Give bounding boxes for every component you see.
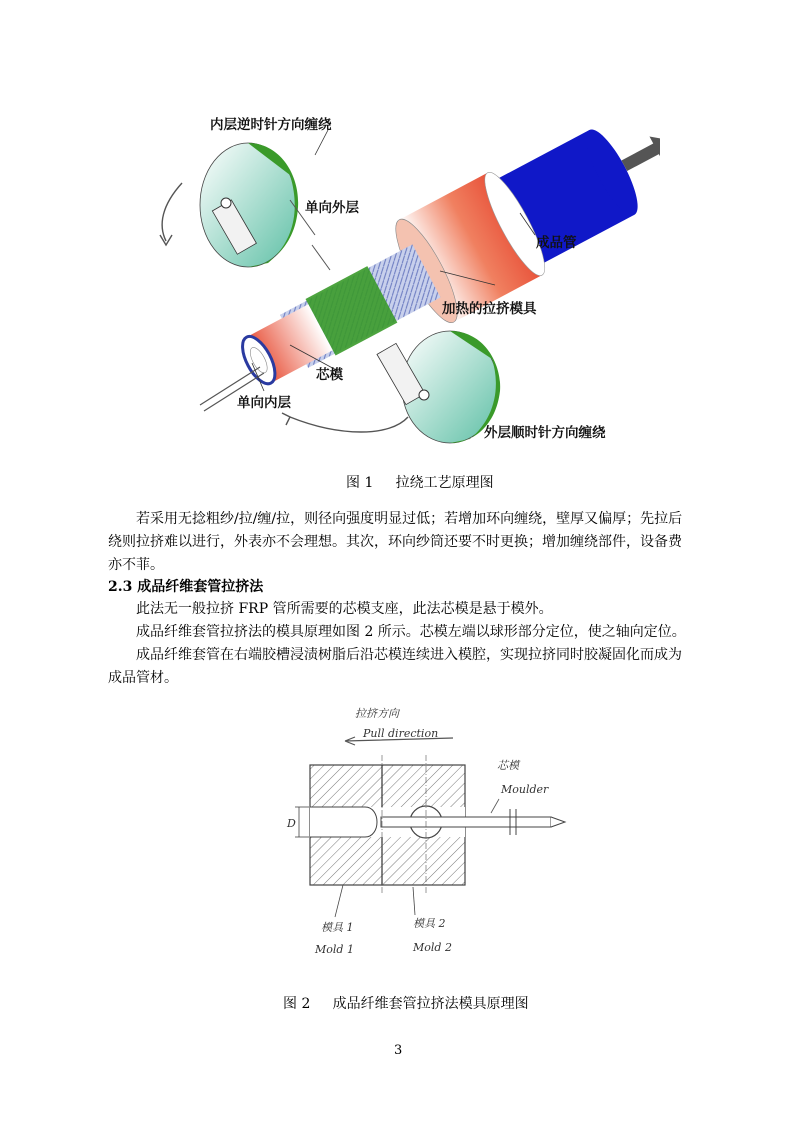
figure-2-caption xyxy=(283,993,529,1013)
figure-1-pultrusion-winding-diagram xyxy=(140,95,660,460)
page-number: 3 xyxy=(394,1043,403,1058)
rotation-arrow-lower xyxy=(290,417,408,432)
moulder-en: Moulder xyxy=(501,783,549,796)
section-heading: 2.3 成品纤维套管拉挤法 xyxy=(108,579,264,595)
moulder-cn: 芯模 xyxy=(497,759,519,772)
paragraph-2: 此法无一般拉挤 FRP 管所需要的芯模支座，此法芯模是悬于模外。 xyxy=(136,601,553,617)
figure-1-title: 拉绕工艺原理图 xyxy=(395,475,494,491)
label-inner-ccw: 内层逆时针方向缠绕 xyxy=(210,117,332,133)
label-mandrel: 芯模 xyxy=(316,367,343,383)
dimension-d: D xyxy=(287,817,296,830)
mold-1-cn: 模具 1 xyxy=(321,921,354,934)
paragraph-4: 成品纤维套管在右端胶槽浸渍树脂后沿芯模连续进入模腔，实现拉挤同时胶凝固化而成为成品管材。 xyxy=(108,647,682,686)
paragraph-1: 若采用无捻粗纱/拉/缠/拉，则径向强度明显过低；若增加环向缠绕，壁厚又偏厚；先拉后绕则拉挤难以进行，外表亦不会理想。其次，环向纱筒还要不时更换；增加缠绕部件，设备费亦不菲。 xyxy=(108,511,683,573)
mold-1-en: Mold 1 xyxy=(315,943,354,956)
mandrel-rod xyxy=(381,817,551,827)
paragraph-3: 成品纤维套管拉挤法的模具原理如图 2 所示。芯模左端以球形部分定位，使之轴向定位。 xyxy=(136,624,686,640)
mold-2-en: Mold 2 xyxy=(413,941,452,954)
label-heated-die: 加热的拉挤模具 xyxy=(442,301,537,317)
pull-direction-en: Pull direction xyxy=(363,727,439,740)
mold-2-cn: 模具 2 xyxy=(413,917,446,930)
pull-direction-cn: 拉挤方向 xyxy=(355,707,399,720)
figure-1-caption xyxy=(346,472,494,492)
figure-2-title: 成品纤维套管拉挤法模具原理图 xyxy=(332,996,529,1012)
figure-2-number: 图 2 xyxy=(283,996,311,1012)
inner-winding-creel xyxy=(200,143,298,267)
label-uni-inner: 单向内层 xyxy=(237,395,291,411)
figure-1-number: 图 1 xyxy=(346,475,374,491)
label-outer-cw: 外层顺时针方向缠绕 xyxy=(484,425,606,441)
label-uni-outer: 单向外层 xyxy=(305,200,359,216)
rotation-arrow-upper xyxy=(162,183,182,241)
figure-2-mold-diagram xyxy=(285,695,575,970)
label-product-tube: 成品管 xyxy=(536,235,577,251)
